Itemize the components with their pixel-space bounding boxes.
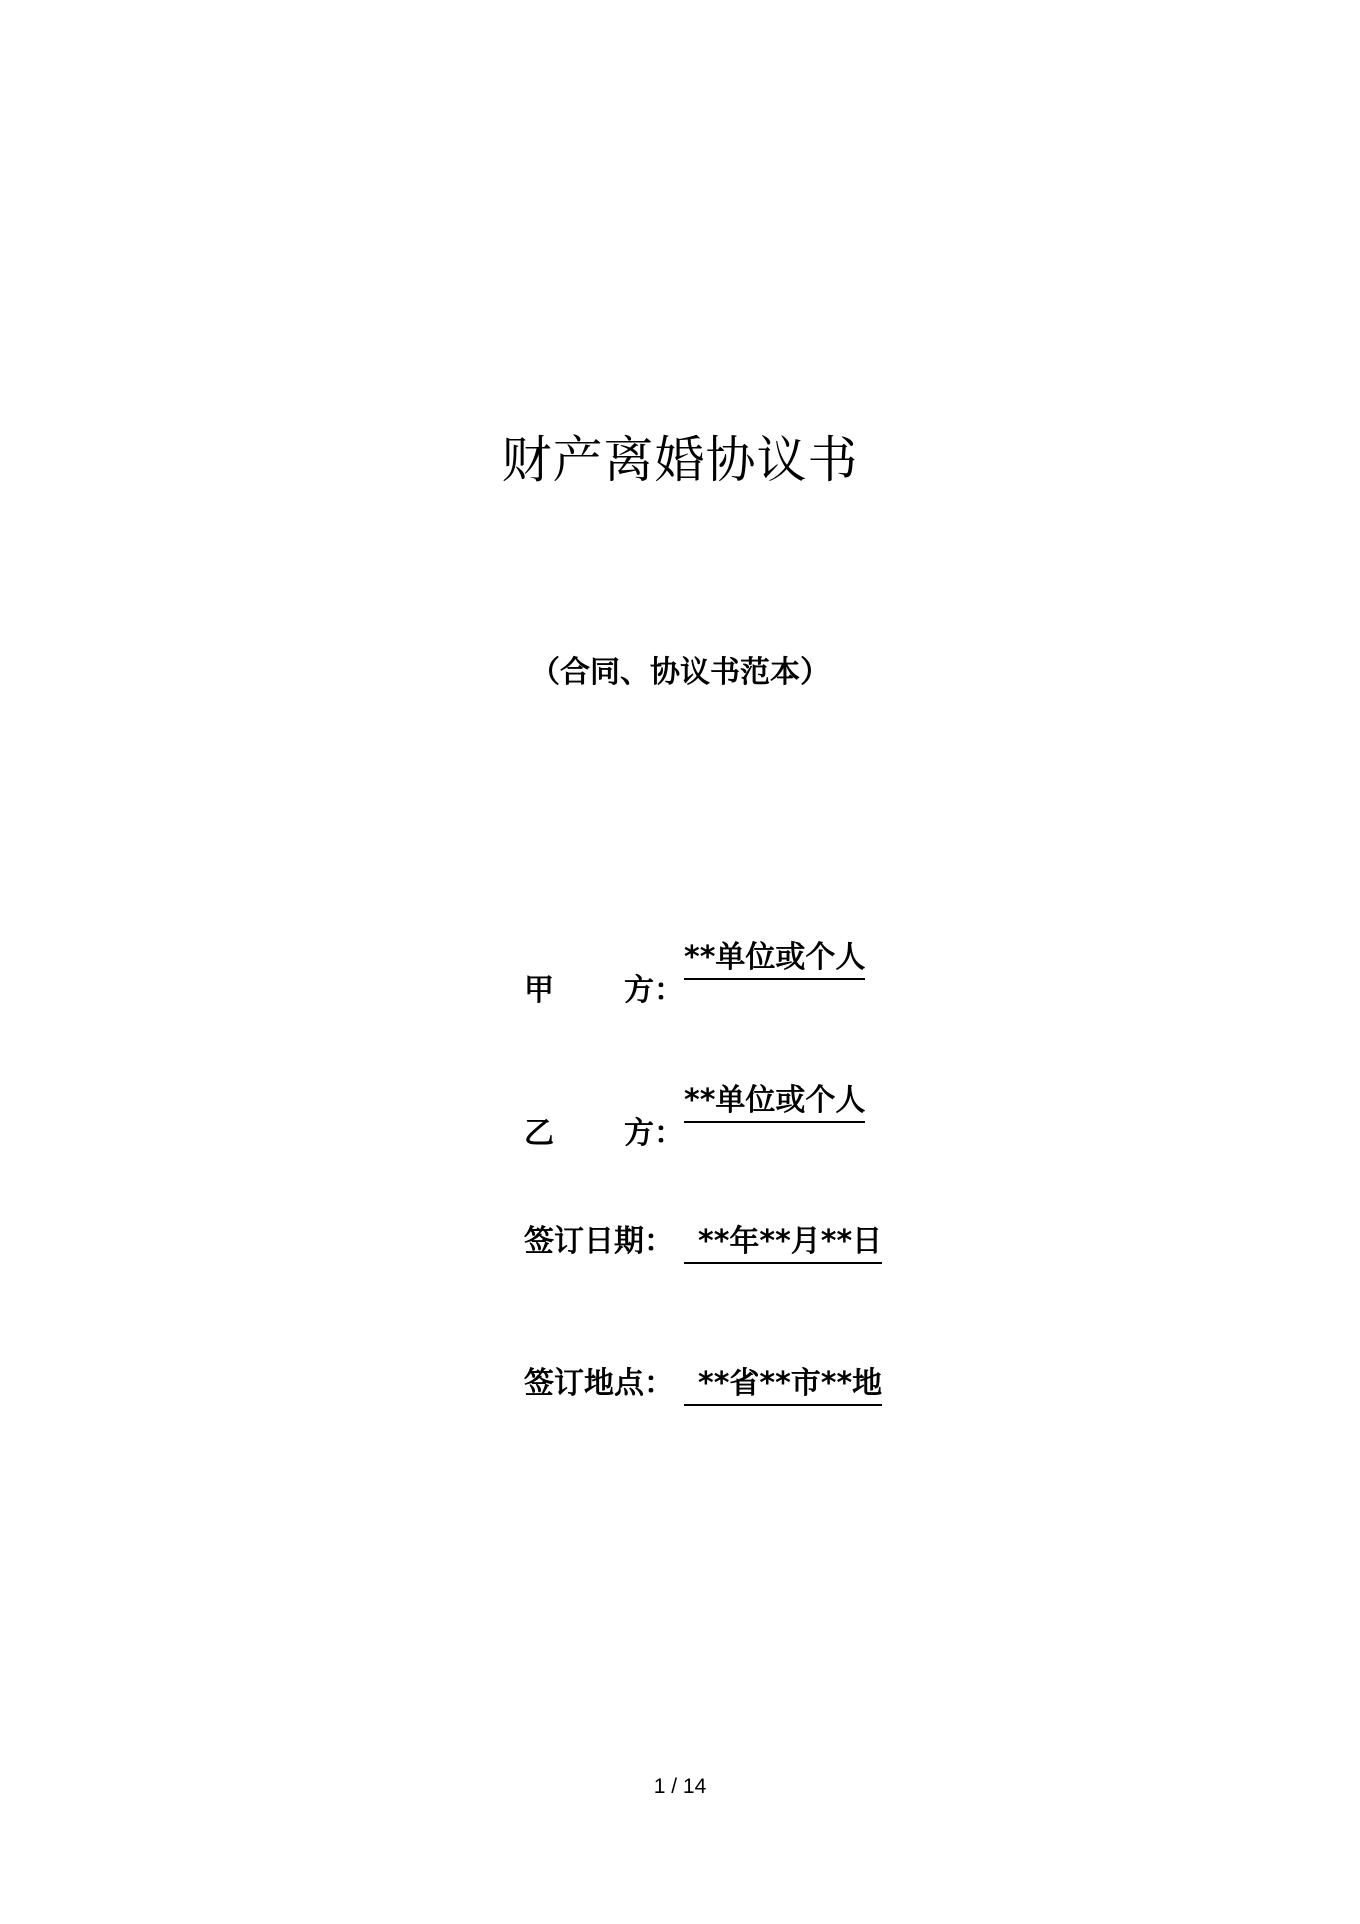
party-a-value: **单位或个人 xyxy=(684,938,865,980)
signing-place-label: 签订地点： xyxy=(524,1366,674,1401)
party-b-label-first: 乙 xyxy=(524,1116,554,1151)
party-a-label-first: 甲 xyxy=(524,973,554,1008)
signing-date-label: 签订日期： xyxy=(524,1224,674,1259)
document-title: 财产离婚协议书 xyxy=(501,431,859,489)
party-a-label-second: 方： xyxy=(624,973,684,1008)
party-b-value: **单位或个人 xyxy=(684,1081,865,1123)
signing-date-row xyxy=(524,1218,882,1266)
party-b-label-second: 方： xyxy=(624,1116,684,1151)
page-number: 1 / 14 xyxy=(653,1775,707,1798)
party-b-row xyxy=(524,1077,866,1151)
signing-place-value: **省**市**地 xyxy=(684,1364,882,1406)
signing-date-value: **年**月**日 xyxy=(684,1222,882,1264)
signing-place-row xyxy=(524,1360,882,1408)
document-subtitle: （合同、协议书范本） xyxy=(530,655,830,690)
party-a-row xyxy=(524,934,866,1008)
